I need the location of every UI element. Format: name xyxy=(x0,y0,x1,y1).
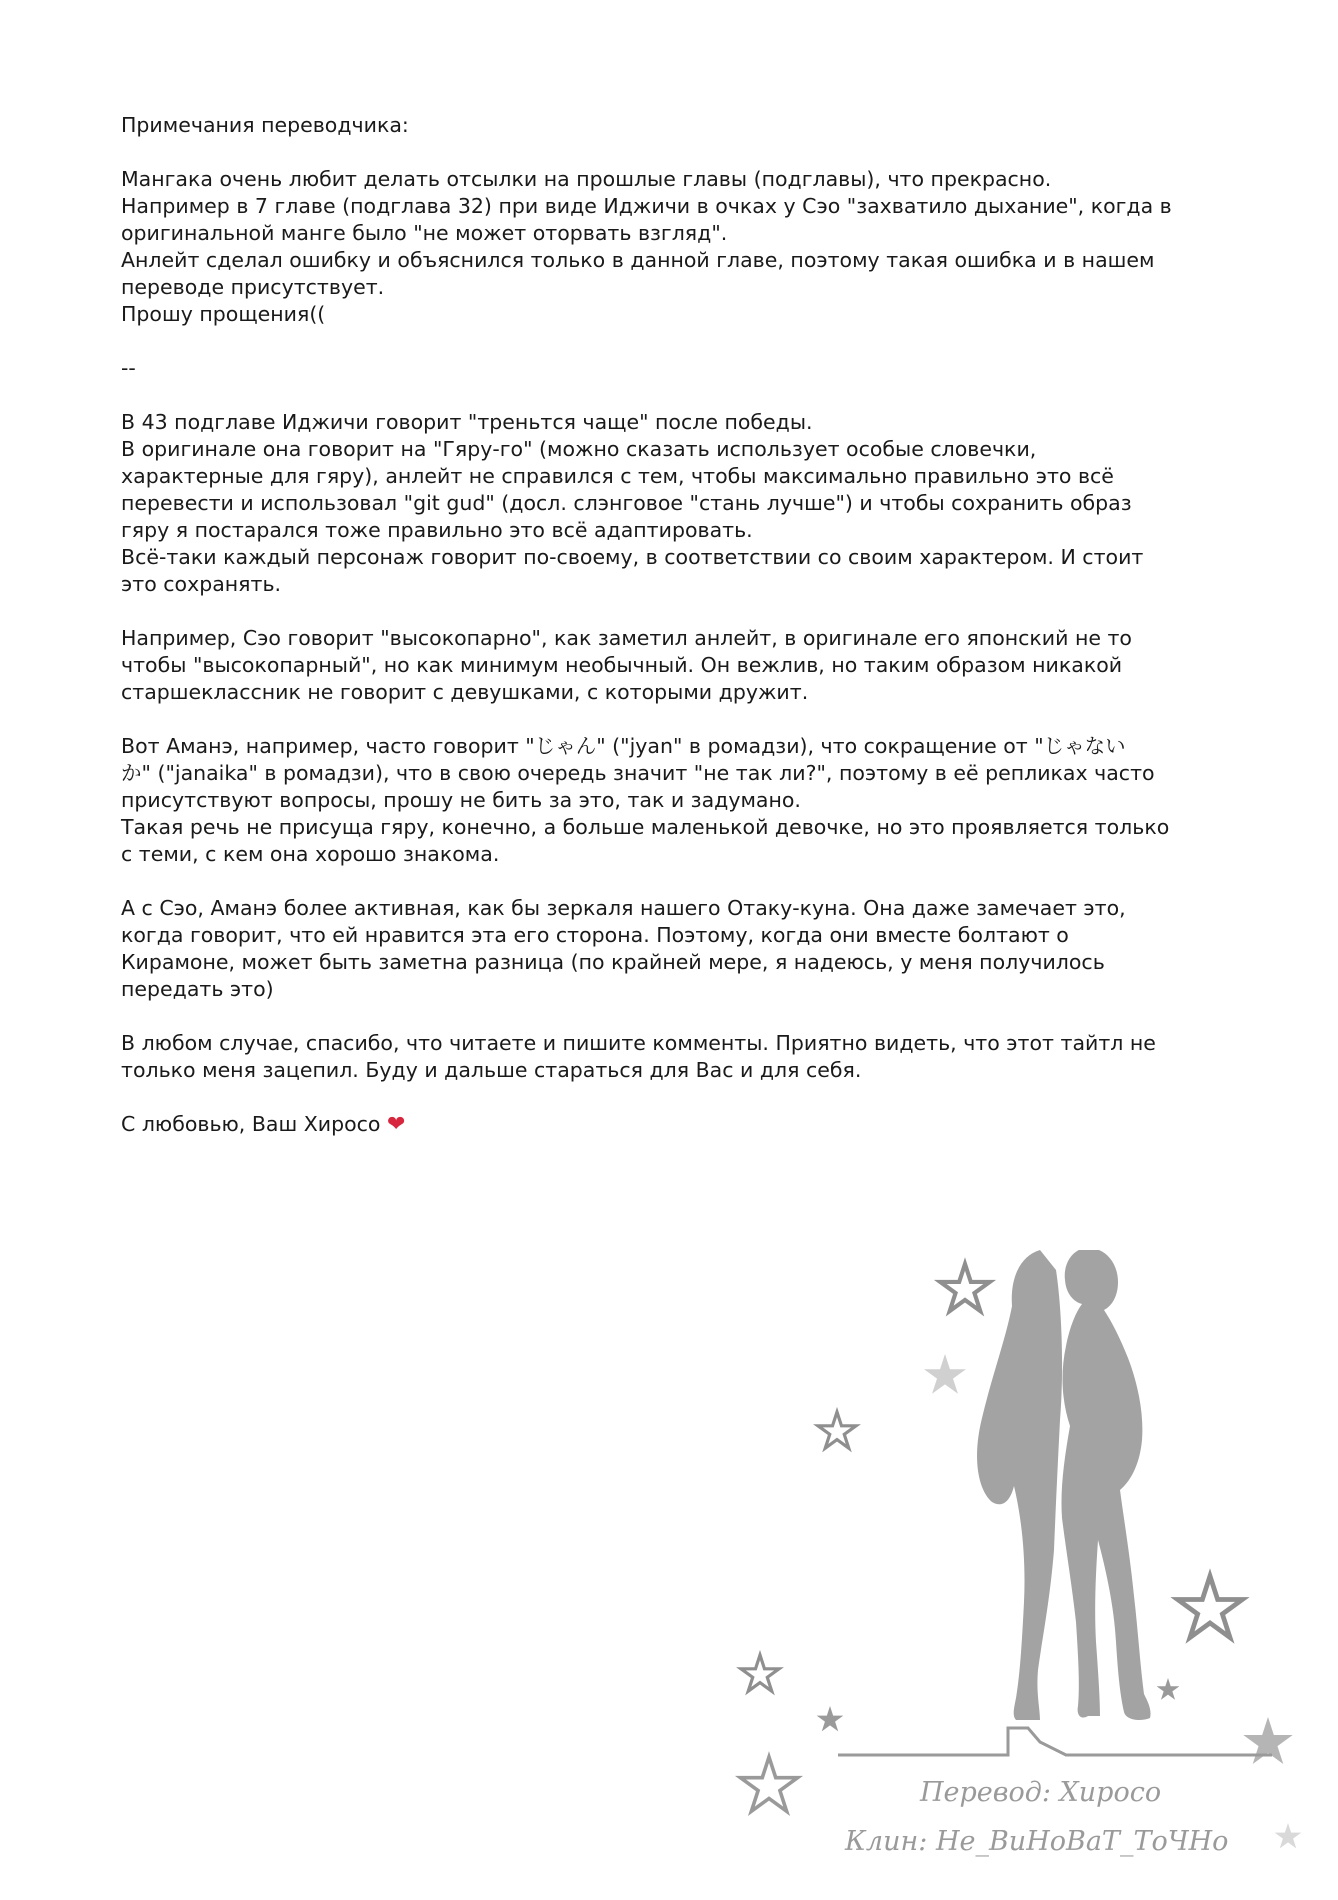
paragraph-line: Прошу прощения(( xyxy=(121,302,326,326)
paragraph-line: Кирамоне, может быть заметна разница (по крайней мере, я надеюсь, у меня получилось xyxy=(121,950,1105,974)
paragraph-gyaru-go xyxy=(121,409,1201,598)
star-icon xyxy=(1275,1823,1302,1848)
paragraph-mirroring xyxy=(121,895,1201,1003)
paragraph-line: В 43 подглаве Иджичи говорит "треньтся чаще" после победы. xyxy=(121,410,813,434)
signoff xyxy=(121,1111,1201,1138)
paragraph-line: Например в 7 главе (подглава 32) при виде Иджичи в очках у Сэо "захватило дыхание", когда в xyxy=(121,194,1172,218)
paragraph-thanks xyxy=(121,1030,1201,1084)
paragraph-amane-speech xyxy=(121,733,1201,868)
paragraph-line: характерные для гяру), анлейт не справился с тем, чтобы максимально правильно это всё xyxy=(121,464,1114,488)
paragraph-line: присутствуют вопросы, прошу не бить за это, так и задумано. xyxy=(121,788,801,812)
paragraph-line: Например, Сэо говорит "высокопарно", как заметил анлейт, в оригинале его японский не то xyxy=(121,626,1132,650)
star-icon xyxy=(817,1706,844,1731)
paragraph-seo-speech xyxy=(121,625,1201,706)
paragraph-line: Вот Аманэ, например, часто говорит "じゃん" ("jyan" в ромадзи), что сокращение от "じゃない xyxy=(121,734,1126,758)
paragraph-line: передать это) xyxy=(121,977,274,1001)
paragraph-line: В любом случае, спасибо, что читаете и пишите комменты. Приятно видеть, что этот тайтл не xyxy=(121,1031,1156,1055)
signature-line xyxy=(838,1728,1272,1755)
star-outline-icon xyxy=(818,1412,856,1448)
paragraph-line: переводе присутствует. xyxy=(121,275,385,299)
star-icon xyxy=(924,1354,966,1394)
star-outline-icon xyxy=(1178,1576,1243,1638)
paragraph-line: это сохранять. xyxy=(121,572,282,596)
signoff-text: С любовью, Ваш Хиросо xyxy=(121,1112,381,1136)
paragraph-line: перевести и использовал "git gud" (досл. слэнговое "стань лучше") и чтобы сохранить образ xyxy=(121,491,1132,515)
separator: -- xyxy=(121,356,136,380)
star-outline-icon xyxy=(741,1655,779,1691)
paragraph-line: гяру я постарался тоже правильно это всё адаптировать. xyxy=(121,518,753,542)
paragraph-line: Анлейт сделал ошибку и объяснился только в данной главе, поэтому такая ошибка и в нашем xyxy=(121,248,1155,272)
star-outline-icon xyxy=(740,1757,797,1811)
heart-icon: ❤ xyxy=(387,1112,406,1137)
girls-silhouette xyxy=(977,1250,1150,1720)
paragraph-line: Такая речь не присуща гяру, конечно, а больше маленькой девочке, но это проявляется только xyxy=(121,815,1170,839)
paragraph-line: Мангака очень любит делать отсылки на прошлые главы (подглавы), что прекрасно. xyxy=(121,167,1052,191)
paragraph-line: с теми, с кем она хорошо знакома. xyxy=(121,842,500,866)
cleaner-credit: Клин: Не_ВиНоВаТ_ТоЧНо xyxy=(845,1826,1229,1857)
star-icon xyxy=(1157,1678,1180,1700)
star-outline-icon xyxy=(940,1264,989,1311)
paragraph-line: Всё-таки каждый персонаж говорит по-своему, в соответствии со своим характером. И стоит xyxy=(121,545,1144,569)
paragraph-line: оригинальной манге было "не может оторвать взгляд". xyxy=(121,221,728,245)
paragraph-line: старшеклассник не говорит с девушками, с которыми дружит. xyxy=(121,680,809,704)
translator-notes xyxy=(121,112,1201,1138)
paragraph-line: か" ("janaika" в ромадзи), что в свою очередь значит "не так ли?", поэтому в её репликах часто xyxy=(121,761,1155,785)
paragraph-line: когда говорит, что ей нравится эта его сторона. Поэтому, когда они вместе болтают о xyxy=(121,923,1069,947)
paragraph-callbacks xyxy=(121,166,1201,328)
star-icon xyxy=(1243,1717,1292,1764)
paragraph-line: только меня зацепил. Буду и дальше стараться для Вас и для себя. xyxy=(121,1058,862,1082)
paragraph-line: чтобы "высокопарный", но как минимум необычный. Он вежлив, но таким образом никакой xyxy=(121,653,1123,677)
notes-title: Примечания переводчика: xyxy=(121,113,409,137)
translator-credit: Перевод: Хиросо xyxy=(920,1777,1162,1808)
paragraph-line: А с Сэо, Аманэ более активная, как бы зеркаля нашего Отаку-куна. Она даже замечает это, xyxy=(121,896,1126,920)
paragraph-line: В оригинале она говорит на "Гяру-го" (можно сказать использует особые словечки, xyxy=(121,437,1037,461)
